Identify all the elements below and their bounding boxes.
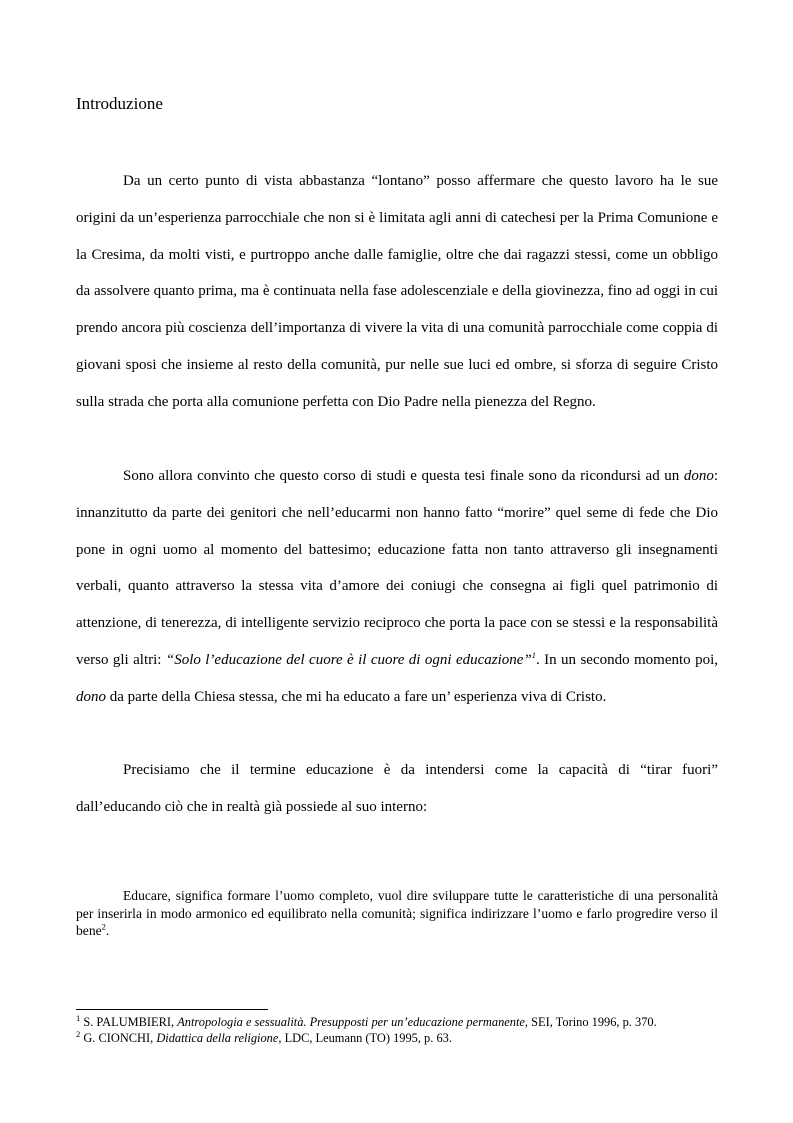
footnote-ref-1[interactable]: 1 — [531, 649, 537, 660]
paragraph-3 — [76, 752, 718, 826]
paragraph-2-dono-2: dono — [76, 688, 106, 705]
paragraph-1 — [76, 163, 718, 421]
paragraph-2-dono-1: dono — [683, 468, 714, 484]
block-quote — [76, 887, 718, 940]
section-heading: Introduzione — [76, 94, 163, 113]
paragraph-2-text-b: : innanzitutto da parte dei genitori che nell’educarmi non hanno fatto “morire” quel seme di fede che Dio pone in ogni uomo al momento del battesimo; educazione fatta non tanto attraverso gli insegnamenti verbali, quanto attraverso la stessa vita d’amore dei coniugi che consegna ai figli quel patrimonio di attenzione, di tenerezza, di intelligente servizio reciproco che porta la pace con se stessi e la responsabilità verso gli altri: — [76, 468, 718, 668]
footnote-2-title: Didattica della religione, — [156, 1030, 282, 1045]
paragraph-2-quote: “Solo l’educazione del cuore è il cuore di ogni educazione” — [165, 651, 532, 668]
footnotes — [76, 1012, 756, 1046]
paragraph-2-text-c: . In un secondo momento poi, — [536, 651, 718, 668]
block-quote-end: . — [105, 923, 110, 939]
paragraph-1-text: Da un certo punto di vista abbastanza “lontano” posso affermare che questo lavoro ha le sue origini da un’esperienza parrocchiale che non si è limitata agli anni di catechesi per la Prima Comunione e la Cresima, da molti visti, e purtroppo anche dalle famiglie, oltre che dai ragazzi stessi, come un obbligo da assolvere quanto prima, ma è continuata nella fase adolescenziale e della giovinezza, fino ad oggi in cui prendo ancora più coscienza dell’importanza di vivere la vita di una comunità parrocchiale come coppia di giovani sposi che insieme al resto della comunità, pur nelle sue luci ed ombre, si sforza di seguire Cristo sulla strada che porta alla comunione perfetta con Dio Padre nella pienezza del Regno. — [76, 173, 718, 410]
footnote-1-publisher: SEI, Torino 1996, p. 370. — [528, 1015, 657, 1029]
footnote-1 — [76, 1012, 756, 1031]
footnote-2 — [76, 1028, 756, 1047]
paragraph-3-text: Precisiamo che il termine educazione è da intendersi come la capacità di “tirar fuori” dall’educando ciò che in realtà già possiede al suo interno: — [76, 762, 718, 815]
paragraph-2-text-a: Sono allora convinto che questo corso di studi e questa tesi finale sono da ricondursi ad un — [123, 468, 684, 484]
footnote-divider — [76, 1009, 268, 1010]
footnote-ref-2[interactable]: 2 — [101, 921, 106, 932]
footnote-2-number: 2 — [76, 1028, 81, 1039]
footnote-1-number: 1 — [76, 1012, 81, 1023]
footnote-1-title: Antropologia e sessualità. Presupposti per un’educazione permanente, — [177, 1015, 529, 1029]
footnote-1-author: S. PALUMBIERI, — [80, 1015, 178, 1029]
footnote-2-publisher: LDC, Leumann (TO) 1995, p. 63. — [281, 1030, 452, 1045]
block-quote-text: Educare, significa formare l’uomo completo, vuol dire sviluppare tutte le caratteristiche di una personalità per inserirla in modo armonico ed equilibrato nella comunità; significa indirizzare l’uomo e farlo progredire verso il bene — [76, 888, 718, 939]
paragraph-2-text-d: da parte della Chiesa stessa, che mi ha educato a fare un’ esperienza viva di Cristo. — [106, 688, 607, 705]
paragraph-2 — [76, 458, 718, 716]
footnote-2-author: G. CIONCHI, — [80, 1030, 157, 1045]
